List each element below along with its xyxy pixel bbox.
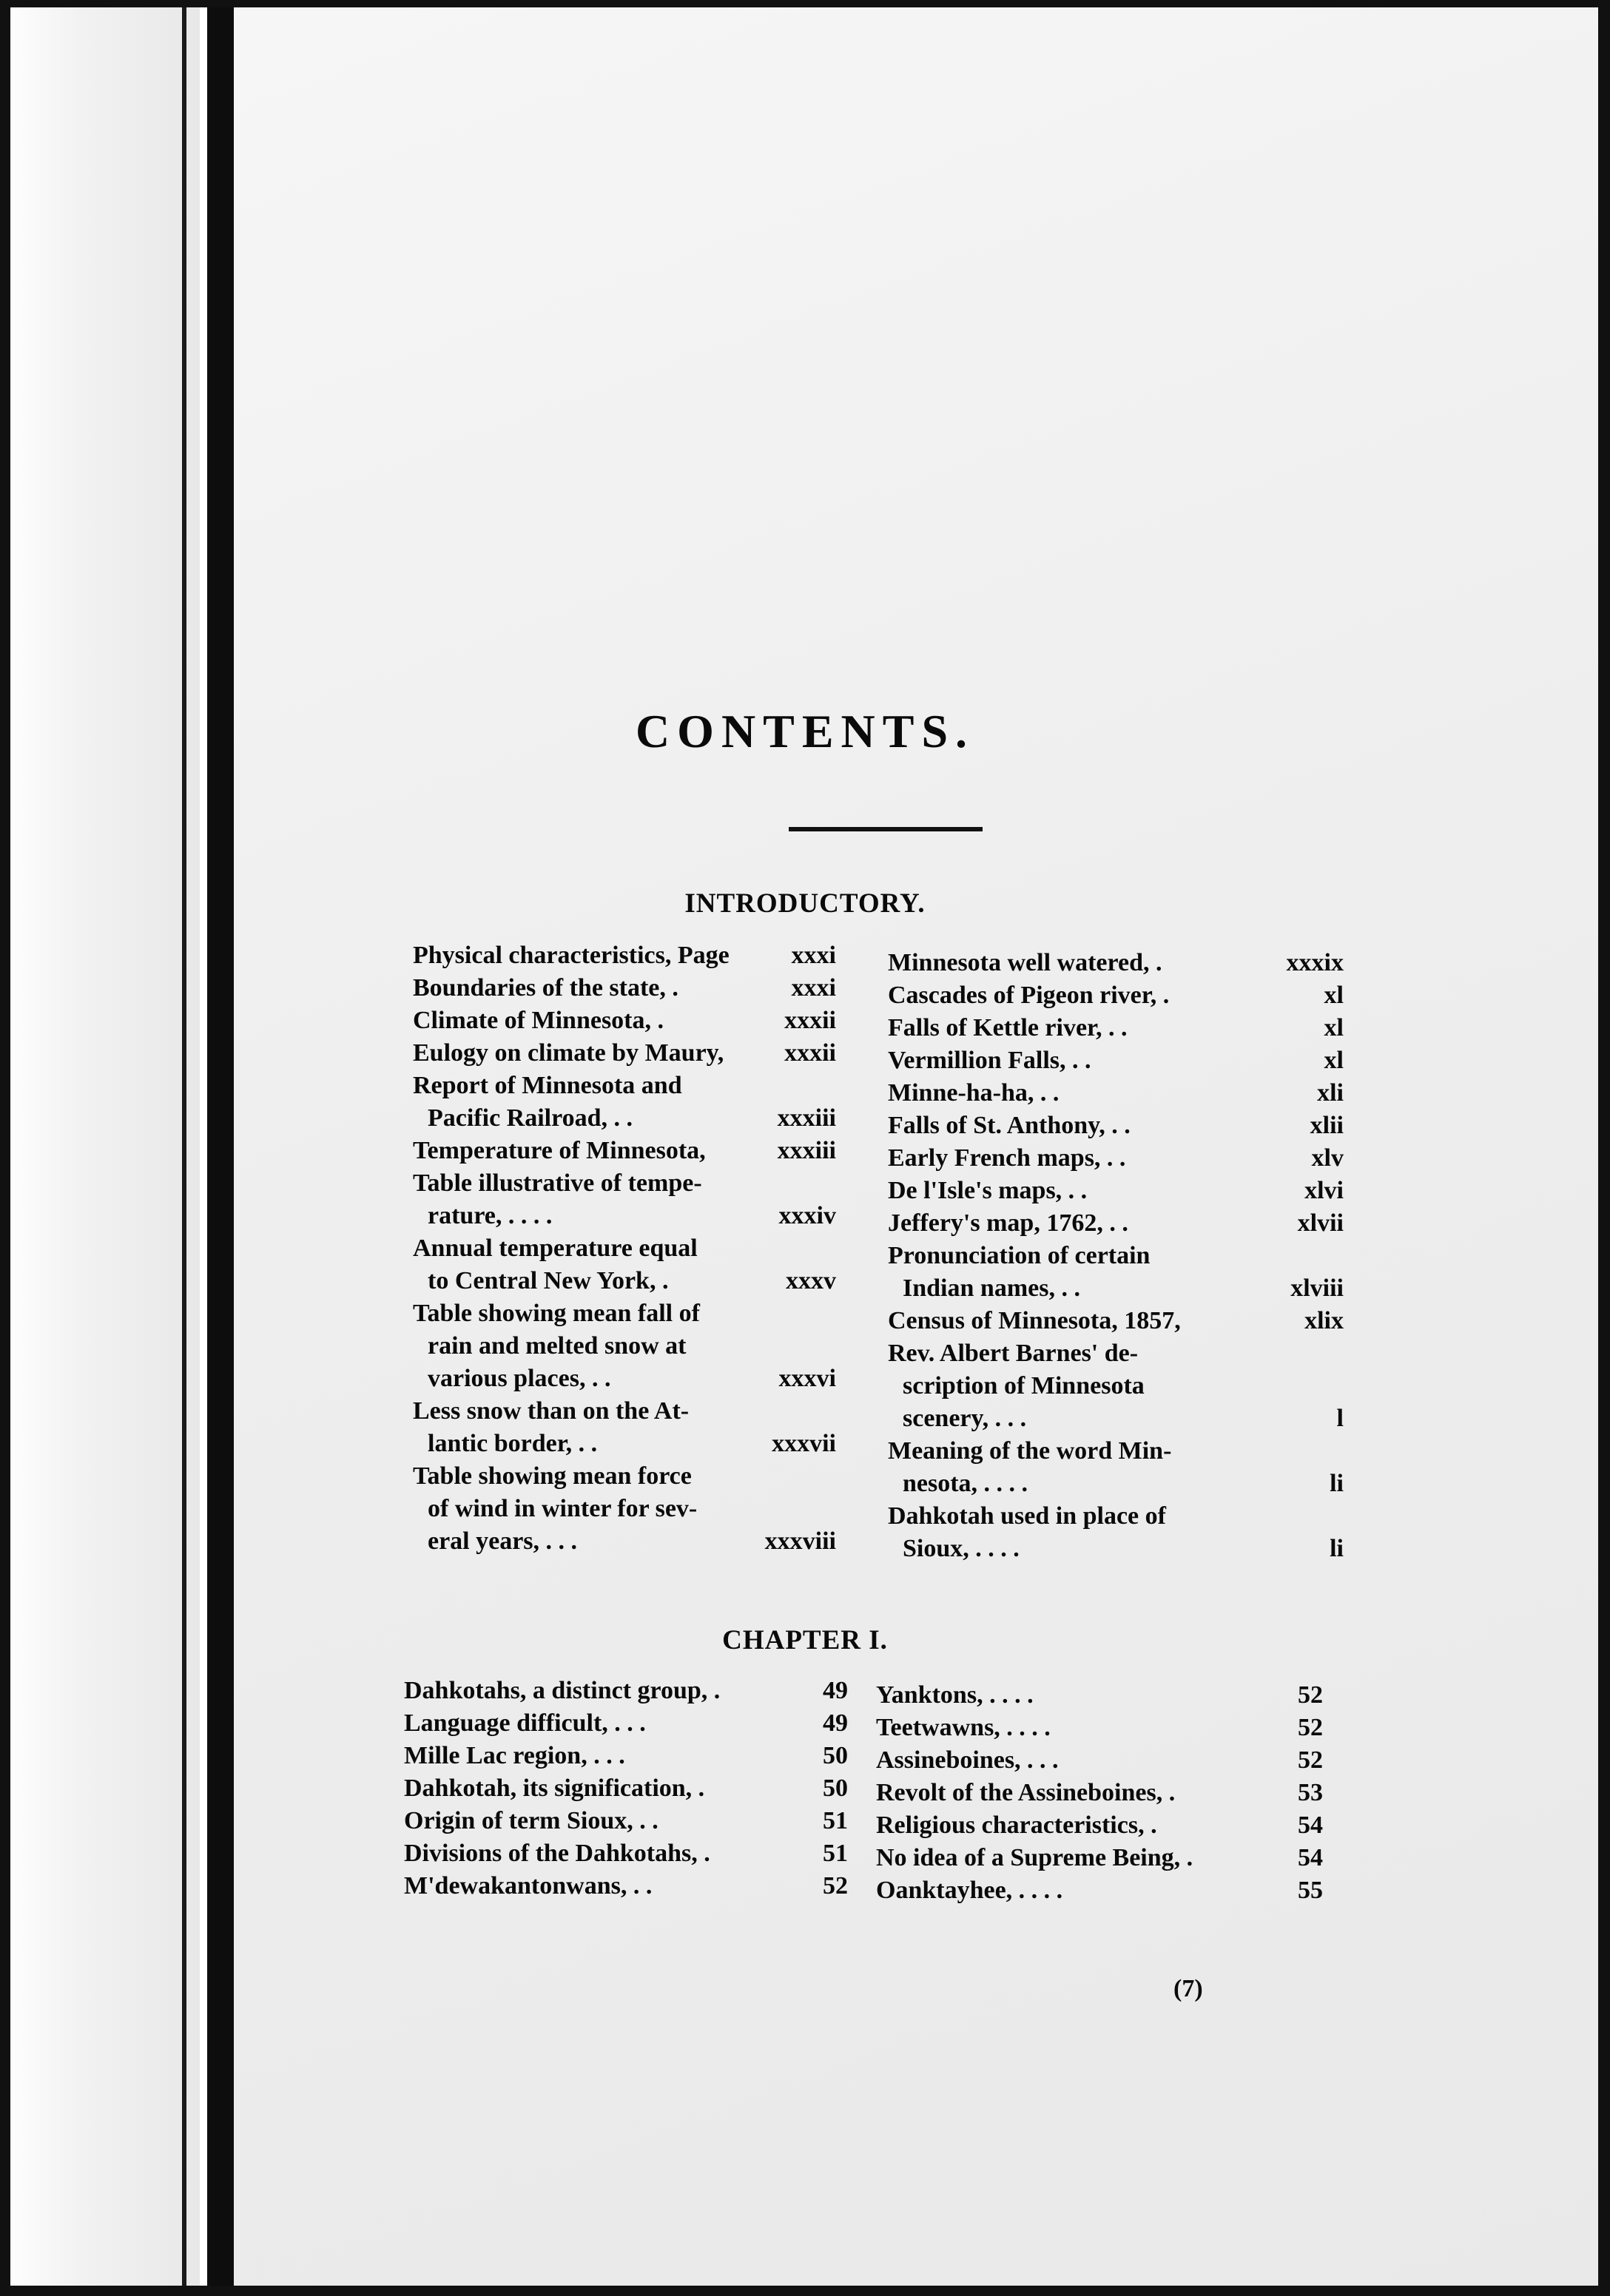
toc-entry bbox=[888, 1175, 1344, 1207]
toc-entry bbox=[888, 1337, 1344, 1435]
toc-entry-title: rain and melted snow at bbox=[428, 1332, 687, 1360]
toc-entry-title: Meaning of the word Min- bbox=[888, 1437, 1172, 1465]
toc-entry bbox=[876, 1679, 1323, 1712]
toc-entry-page: xxxii bbox=[784, 1039, 836, 1067]
toc-entry-title: Rev. Albert Barnes' de- bbox=[888, 1340, 1139, 1367]
toc-entry-title: to Central New York, . bbox=[428, 1267, 669, 1294]
toc-entry bbox=[413, 1004, 836, 1037]
toc-entry-title: No idea of a Supreme Being, . bbox=[876, 1844, 1193, 1871]
toc-column-chapter-1-right bbox=[876, 1679, 1323, 1907]
toc-entry-title: Falls of Kettle river, . . bbox=[888, 1014, 1128, 1041]
toc-entry-page: 52 bbox=[1298, 1681, 1323, 1709]
toc-entry bbox=[404, 1837, 848, 1870]
toc-entry bbox=[404, 1675, 848, 1707]
toc-entry-title: M'dewakantonwans, . . bbox=[404, 1872, 653, 1900]
toc-entry-title: Revolt of the Assineboines, . bbox=[876, 1779, 1176, 1806]
page-number: (7) bbox=[1173, 1975, 1203, 2002]
spine-line bbox=[182, 0, 186, 2296]
title-rule bbox=[789, 827, 983, 831]
toc-entry-page: 49 bbox=[823, 1709, 848, 1737]
toc-entry bbox=[413, 1167, 836, 1232]
toc-entry-title: Assineboines, . . . bbox=[876, 1746, 1059, 1774]
toc-entry-page: 53 bbox=[1298, 1779, 1323, 1806]
toc-entry bbox=[404, 1870, 848, 1902]
toc-entry-title: Temperature of Minnesota, bbox=[413, 1137, 706, 1164]
toc-entry-title: various places, . . bbox=[428, 1365, 611, 1392]
toc-entry-title: Mille Lac region, . . . bbox=[404, 1742, 625, 1769]
toc-entry bbox=[413, 1135, 836, 1167]
scan-edge-top bbox=[0, 0, 1610, 7]
toc-entry-title: Dahkotah used in place of bbox=[888, 1502, 1166, 1530]
toc-entry-page: xl bbox=[1324, 1047, 1344, 1074]
toc-entry-title: Sioux, . . . . bbox=[903, 1535, 1020, 1562]
toc-entry-title: Vermillion Falls, . . bbox=[888, 1047, 1091, 1074]
toc-entry-title: Dahkotah, its signification, . bbox=[404, 1775, 705, 1802]
toc-entry bbox=[413, 1395, 836, 1460]
section-heading-introductory: INTRODUCTORY. bbox=[684, 888, 926, 919]
toc-entry-title: scription of Minnesota bbox=[903, 1372, 1145, 1399]
toc-entry-title: Divisions of the Dahkotahs, . bbox=[404, 1840, 710, 1867]
toc-entry-page: xxxix bbox=[1286, 949, 1344, 976]
page-title: CONTENTS. bbox=[635, 705, 975, 757]
toc-entry-page: xxxviii bbox=[764, 1527, 836, 1555]
toc-entry-page: li bbox=[1330, 1535, 1344, 1562]
toc-entry-title: Minnesota well watered, . bbox=[888, 949, 1162, 976]
toc-entry bbox=[413, 972, 836, 1004]
toc-entry-page: xxxi bbox=[791, 942, 836, 969]
book-gutter bbox=[207, 0, 234, 2296]
toc-entry bbox=[876, 1842, 1323, 1874]
toc-entry-page: xl bbox=[1324, 1014, 1344, 1041]
toc-entry bbox=[888, 1240, 1344, 1305]
toc-entry-page: 54 bbox=[1298, 1812, 1323, 1839]
toc-entry-page: 50 bbox=[823, 1742, 848, 1769]
toc-entry-page: xlix bbox=[1304, 1307, 1344, 1334]
facing-page-strip bbox=[0, 0, 200, 2296]
toc-entry-page: 51 bbox=[823, 1807, 848, 1834]
toc-entry-page: 52 bbox=[1298, 1746, 1323, 1774]
toc-entry-page: xxxi bbox=[791, 974, 836, 1002]
toc-entry-title: Religious characteristics, . bbox=[876, 1812, 1157, 1839]
toc-entry bbox=[876, 1874, 1323, 1907]
toc-entry bbox=[413, 1232, 836, 1297]
toc-entry-title: Physical characteristics, Page bbox=[413, 942, 730, 969]
toc-entry-page: 52 bbox=[823, 1872, 848, 1900]
toc-entry-title: Jeffery's map, 1762, . . bbox=[888, 1209, 1128, 1237]
toc-entry-title: Language difficult, . . . bbox=[404, 1709, 646, 1737]
toc-entry-page: l bbox=[1336, 1405, 1344, 1432]
toc-entry bbox=[876, 1809, 1323, 1842]
toc-entry bbox=[404, 1772, 848, 1805]
toc-entry-page: xxxv bbox=[786, 1267, 836, 1294]
toc-entry-title: Indian names, . . bbox=[903, 1274, 1080, 1302]
toc-entry-title: Pronunciation of certain bbox=[888, 1242, 1151, 1269]
toc-entry-title: Annual temperature equal bbox=[413, 1235, 698, 1262]
toc-entry-page: xlviii bbox=[1290, 1274, 1344, 1302]
toc-entry-page: 52 bbox=[1298, 1714, 1323, 1741]
toc-entry bbox=[413, 1037, 836, 1070]
toc-entry-title: Cascades of Pigeon river, . bbox=[888, 982, 1170, 1009]
toc-entry bbox=[404, 1707, 848, 1740]
toc-entry bbox=[876, 1744, 1323, 1777]
toc-entry-page: 51 bbox=[823, 1840, 848, 1867]
toc-entry-page: xli bbox=[1317, 1079, 1344, 1107]
toc-entry-page: xxxiii bbox=[777, 1137, 836, 1164]
toc-entry-title: Table showing mean fall of bbox=[413, 1300, 700, 1327]
toc-entry-title: Early French maps, . . bbox=[888, 1144, 1126, 1172]
toc-entry-title: Census of Minnesota, 1857, bbox=[888, 1307, 1181, 1334]
toc-entry bbox=[404, 1740, 848, 1772]
toc-entry bbox=[888, 1305, 1344, 1337]
toc-entry-title: Eulogy on climate by Maury, bbox=[413, 1039, 724, 1067]
toc-entry bbox=[413, 1460, 836, 1558]
toc-column-introductory-right bbox=[888, 947, 1344, 1565]
toc-entry bbox=[888, 1142, 1344, 1175]
toc-entry-title: nesota, . . . . bbox=[903, 1470, 1028, 1497]
toc-entry-title: of wind in winter for sev- bbox=[428, 1495, 698, 1522]
toc-entry bbox=[413, 1297, 836, 1395]
toc-entry-page: xlii bbox=[1310, 1112, 1344, 1139]
toc-entry bbox=[876, 1712, 1323, 1744]
toc-entry-page: 54 bbox=[1298, 1844, 1323, 1871]
toc-entry-title: Falls of St. Anthony, . . bbox=[888, 1112, 1131, 1139]
toc-entry-page: xxxiv bbox=[778, 1202, 836, 1229]
toc-entry-page: xl bbox=[1324, 982, 1344, 1009]
toc-entry-page: 55 bbox=[1298, 1877, 1323, 1904]
toc-entry-title: rature, . . . . bbox=[428, 1202, 553, 1229]
toc-entry bbox=[876, 1777, 1323, 1809]
toc-entry bbox=[888, 1077, 1344, 1110]
toc-entry-title: Climate of Minnesota, . bbox=[413, 1007, 664, 1034]
toc-entry bbox=[888, 1012, 1344, 1044]
toc-entry-page: 49 bbox=[823, 1677, 848, 1704]
toc-entry bbox=[888, 1435, 1344, 1500]
toc-entry bbox=[413, 939, 836, 972]
scan-edge-right bbox=[1598, 0, 1610, 2296]
toc-entry-page: xlvii bbox=[1297, 1209, 1344, 1237]
toc-entry-title: Origin of term Sioux, . . bbox=[404, 1807, 659, 1834]
toc-entry-title: De l'Isle's maps, . . bbox=[888, 1177, 1088, 1204]
toc-entry-title: Teetwawns, . . . . bbox=[876, 1714, 1051, 1741]
toc-entry bbox=[888, 1110, 1344, 1142]
toc-column-introductory-left bbox=[413, 939, 836, 1558]
toc-entry bbox=[888, 1207, 1344, 1240]
scan-edge-left bbox=[0, 0, 10, 2296]
toc-entry-title: Oanktayhee, . . . . bbox=[876, 1877, 1063, 1904]
toc-entry-page: xlvi bbox=[1304, 1177, 1344, 1204]
toc-entry-title: Minne-ha-ha, . . bbox=[888, 1079, 1060, 1107]
toc-entry-title: scenery, . . . bbox=[903, 1405, 1027, 1432]
toc-entry bbox=[888, 1044, 1344, 1077]
toc-entry-title: Less snow than on the At- bbox=[413, 1397, 690, 1425]
section-heading-chapter-1: CHAPTER I. bbox=[722, 1625, 888, 1655]
toc-entry-title: Pacific Railroad, . . bbox=[428, 1104, 633, 1132]
toc-entry-page: xxxiii bbox=[777, 1104, 836, 1132]
scan-edge-bottom bbox=[0, 2286, 1610, 2296]
toc-entry bbox=[888, 1500, 1344, 1565]
toc-entry-page: 50 bbox=[823, 1775, 848, 1802]
toc-entry-page: li bbox=[1330, 1470, 1344, 1497]
toc-entry-page: xlv bbox=[1311, 1144, 1344, 1172]
toc-entry-title: Table illustrative of tempe- bbox=[413, 1169, 702, 1197]
toc-entry-title: Table showing mean force bbox=[413, 1462, 692, 1490]
toc-entry-title: Boundaries of the state, . bbox=[413, 974, 678, 1002]
toc-entry-title: Dahkotahs, a distinct group, . bbox=[404, 1677, 721, 1704]
toc-entry bbox=[888, 979, 1344, 1012]
toc-entry bbox=[888, 947, 1344, 979]
toc-entry-title: eral years, . . . bbox=[428, 1527, 578, 1555]
toc-entry-title: Report of Minnesota and bbox=[413, 1072, 682, 1099]
toc-entry bbox=[413, 1070, 836, 1135]
toc-entry bbox=[404, 1805, 848, 1837]
toc-entry-title: lantic border, . . bbox=[428, 1430, 598, 1457]
toc-entry-page: xxxvi bbox=[778, 1365, 836, 1392]
toc-entry-title: Yanktons, . . . . bbox=[876, 1681, 1034, 1709]
toc-entry-page: xxxii bbox=[784, 1007, 836, 1034]
toc-entry-page: xxxvii bbox=[772, 1430, 836, 1457]
toc-column-chapter-1-left bbox=[404, 1675, 848, 1902]
